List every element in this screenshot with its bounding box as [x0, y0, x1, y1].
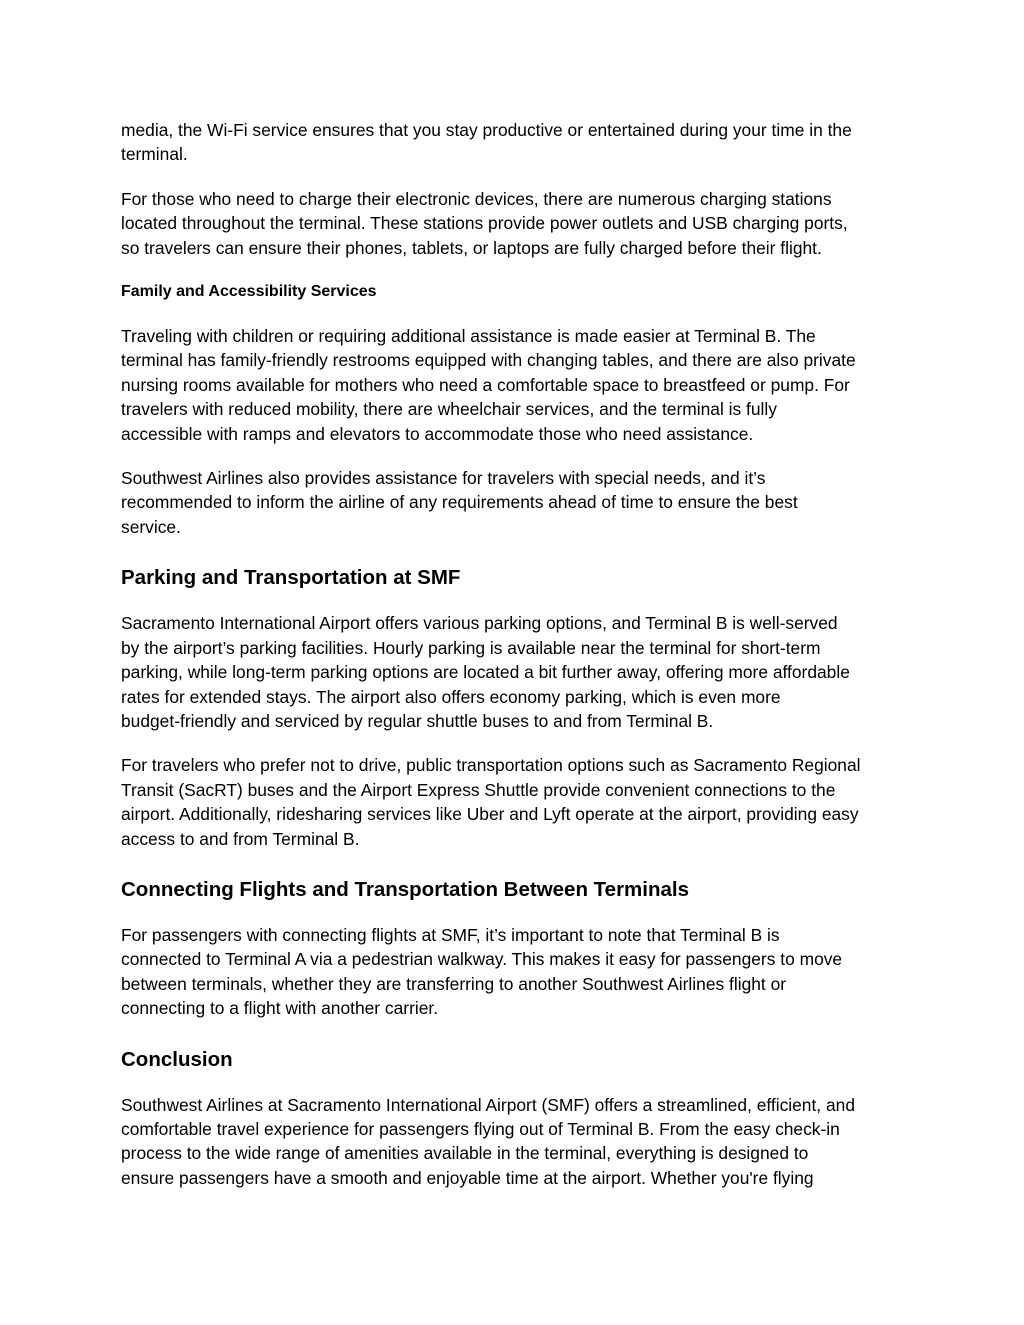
heading-connecting-flights: Connecting Flights and Transportation Between Terminals — [121, 877, 689, 901]
document-page — [121, 118, 907, 1190]
subheading-family-accessibility: Family and Accessibility Services — [121, 283, 377, 301]
paragraph-public-transport: For travelers who prefer not to drive, public transportation options such as Sacramento Regional Transit (SacRT) buses and the Airport Express Shuttle provide convenient connections to the airport. Additionally, ridesharing services like Uber and Lyft operate at the airport, providing easy access to and from Terminal B. — [121, 755, 861, 849]
paragraph-special-needs: Southwest Airlines also provides assistance for travelers with special needs, and it’s recommended to inform the airline of any requirements ahead of time to ensure the best service. — [121, 468, 798, 537]
paragraph-conclusion: Southwest Airlines at Sacramento International Airport (SMF) offers a streamlined, efficient, and comfortable travel experience for passengers flying out of Terminal B. From the easy check-in process to the wide range of amenities available in the terminal, everything is designed to ensure passengers have a smooth and enjoyable time at the airport. Whether you're flying — [121, 1094, 855, 1188]
paragraph-parking-options: Sacramento International Airport offers various parking options, and Terminal B is well-served by the airport’s parking facilities. Hourly parking is available near the terminal for short-term parking, while long-term parking options are located a bit further away, offering more affordable rates for extended stays. The airport also offers economy parking, which is even more budget-friendly and serviced by regular shuttle buses to and from Terminal B. — [121, 613, 850, 731]
paragraph-wifi: media, the Wi-Fi service ensures that you stay productive or entertained during your time in the terminal. — [121, 120, 852, 165]
paragraph-family-services: Traveling with children or requiring additional assistance is made easier at Terminal B. The terminal has family-friendly restrooms equipped with changing tables, and there are also private nursing rooms available for mothers who need a comfortable space to breastfeed or pump. For travelers with reduced mobility, there are wheelchair services, and the terminal is fully accessible with ramps and elevators to accommodate those who need assistance. — [121, 326, 856, 444]
heading-parking: Parking and Transportation at SMF — [121, 566, 461, 590]
paragraph-charging: For those who need to charge their electronic devices, there are numerous charging stations located throughout the terminal. These stations provide power outlets and USB charging ports, so travelers can ensure their phones, tablets, or laptops are fully charged before their flight. — [121, 188, 848, 258]
paragraph-connecting-flights: For passengers with connecting flights at SMF, it’s important to note that Terminal B is connected to Terminal A via a pedestrian walkway. This makes it easy for passengers to move between terminals, whether they are transferring to another Southwest Airlines flight or connecting to a flight with another carrier. — [121, 924, 843, 1019]
heading-conclusion: Conclusion — [121, 1047, 233, 1071]
